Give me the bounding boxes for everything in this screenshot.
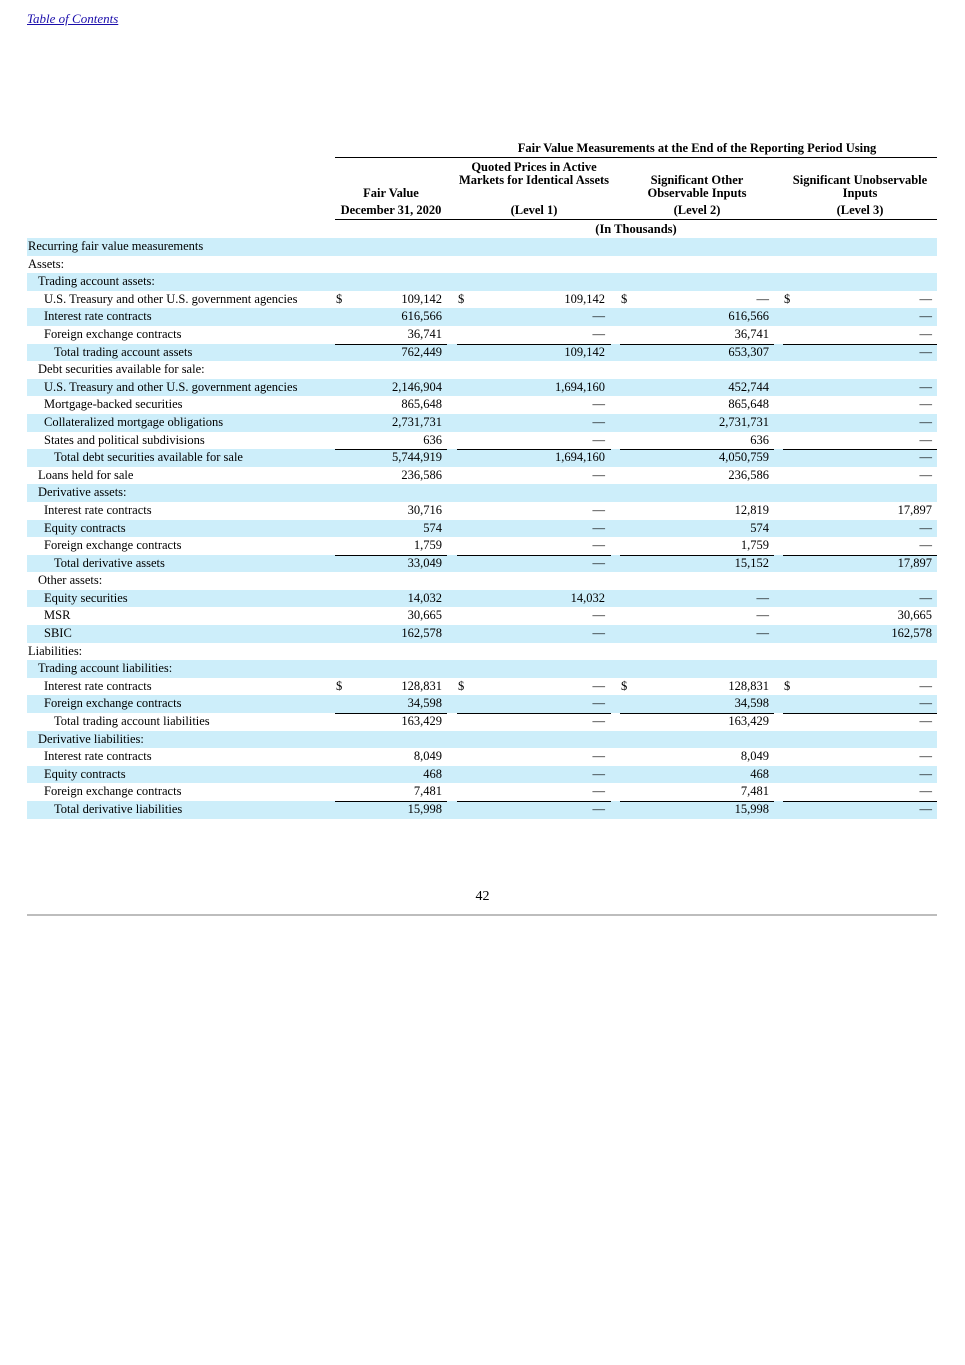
row-label: Interest rate contracts: [44, 749, 152, 764]
column-header-level-2: Significant Other Observable Inputs: [647, 173, 747, 200]
value-cell: —: [919, 538, 932, 553]
subtotal-rule: [620, 555, 774, 556]
value-cell: 109,142: [564, 291, 605, 306]
row-label: Interest rate contracts: [44, 502, 152, 517]
fair-value-table-body: [27, 238, 937, 819]
value-cell: 236,586: [728, 467, 769, 482]
value-cell: —: [756, 590, 769, 605]
value-cell: 109,142: [564, 344, 605, 359]
table-row: [27, 520, 937, 538]
table-row: [27, 660, 937, 678]
subtotal-rule: [783, 713, 937, 714]
table-row: [27, 449, 937, 467]
table-row: [27, 344, 937, 362]
value-cell: 17,897: [897, 555, 932, 570]
value-cell: 109,142: [401, 291, 442, 306]
value-cell: 36,741: [734, 326, 769, 341]
table-row: [27, 607, 937, 625]
currency-symbol: $: [621, 291, 628, 306]
value-cell: 616,566: [728, 309, 769, 324]
value-cell: 163,429: [728, 714, 769, 729]
row-label: Foreign exchange contracts: [44, 696, 182, 711]
value-cell: 36,741: [407, 326, 442, 341]
value-cell: 8,049: [740, 749, 769, 764]
value-cell: 2,731,731: [392, 414, 442, 429]
row-label: Trading account liabilities:: [38, 661, 173, 676]
value-cell: —: [592, 608, 605, 623]
value-cell: —: [756, 626, 769, 641]
row-label: Foreign exchange contracts: [44, 538, 182, 553]
subtotal-rule: [783, 555, 937, 556]
table-row: [27, 502, 937, 520]
table-row: [27, 432, 937, 450]
value-cell: —: [919, 326, 932, 341]
value-cell: —: [592, 520, 605, 535]
value-cell: —: [592, 502, 605, 517]
row-label: U.S. Treasury and other U.S. government agencies: [44, 379, 298, 394]
subtotal-rule: [620, 713, 774, 714]
units-label: (In Thousands): [595, 222, 677, 236]
value-cell: —: [756, 291, 769, 306]
table-row: [27, 643, 937, 661]
value-cell: —: [756, 608, 769, 623]
row-label: Debt securities available for sale:: [38, 362, 205, 377]
table-row: [27, 273, 937, 291]
table-row: [27, 379, 937, 397]
value-cell: 452,744: [728, 379, 769, 394]
value-cell: 14,032: [570, 590, 605, 605]
column-subheader-fair-value: December 31, 2020: [340, 203, 442, 217]
page-number: 42: [475, 889, 490, 904]
row-label: Total derivative assets: [54, 555, 165, 570]
value-cell: —: [592, 326, 605, 341]
row-label: Total derivative liabilities: [54, 802, 183, 816]
row-label: Mortgage-backed securities: [44, 397, 183, 412]
value-cell: —: [592, 678, 605, 693]
subtotal-rule: [620, 449, 774, 450]
value-cell: —: [919, 291, 932, 306]
table-row: [27, 467, 937, 485]
value-cell: 574: [423, 520, 442, 535]
subtotal-rule: [457, 344, 611, 345]
value-cell: —: [592, 802, 605, 816]
value-cell: —: [919, 766, 932, 781]
subtotal-rule: [335, 449, 447, 450]
subtotal-rule: [457, 555, 611, 556]
table-row: [27, 801, 937, 819]
subtotal-rule: [335, 555, 447, 556]
row-label: Total debt securities available for sale: [54, 450, 243, 465]
table-row: [27, 484, 937, 502]
row-label: Interest rate contracts: [44, 678, 152, 693]
subtotal-rule: [457, 713, 611, 714]
table-row: [27, 625, 937, 643]
value-cell: —: [592, 696, 605, 711]
currency-symbol: $: [458, 678, 465, 693]
row-label: Equity contracts: [44, 520, 126, 535]
table-row: [27, 326, 937, 344]
value-cell: 17,897: [897, 502, 932, 517]
value-cell: —: [919, 344, 932, 359]
value-cell: 128,831: [728, 678, 769, 693]
table-row: [27, 731, 937, 749]
value-cell: 5,744,919: [392, 450, 442, 465]
currency-symbol: $: [336, 291, 343, 306]
row-label: Derivative assets:: [38, 485, 127, 500]
value-cell: 865,648: [728, 397, 769, 412]
value-cell: 15,998: [407, 802, 442, 816]
value-cell: 2,146,904: [392, 379, 442, 394]
value-cell: 12,819: [734, 502, 769, 517]
value-cell: —: [592, 714, 605, 729]
value-cell: —: [592, 626, 605, 641]
value-cell: —: [919, 432, 932, 447]
value-cell: —: [592, 538, 605, 553]
value-cell: 7,481: [413, 784, 442, 799]
value-cell: —: [919, 802, 932, 816]
value-cell: —: [919, 450, 932, 465]
currency-symbol: $: [458, 291, 465, 306]
table-row: [27, 590, 937, 608]
table-row: [27, 678, 937, 696]
subtotal-rule: [783, 801, 937, 802]
value-cell: —: [592, 766, 605, 781]
value-cell: 468: [750, 766, 769, 781]
value-cell: 162,578: [891, 626, 932, 641]
subtotal-rule: [335, 344, 447, 345]
page-footer-rule: [27, 914, 937, 916]
row-label: Liabilities:: [28, 643, 83, 658]
value-cell: 30,665: [407, 608, 442, 623]
table-row: [27, 414, 937, 432]
subtotal-rule: [620, 344, 774, 345]
value-cell: 15,152: [734, 555, 769, 570]
row-label: Derivative liabilities:: [38, 731, 144, 746]
value-cell: 1,759: [413, 538, 442, 553]
table-row: [27, 396, 937, 414]
value-cell: —: [919, 678, 932, 693]
value-cell: —: [919, 397, 932, 412]
value-cell: 468: [423, 766, 442, 781]
row-label: SBIC: [44, 626, 72, 641]
currency-symbol: $: [784, 291, 791, 306]
column-subheader-level-1: (Level 1): [510, 203, 558, 217]
table-row: [27, 695, 937, 713]
table-row: [27, 572, 937, 590]
value-cell: 30,665: [897, 608, 932, 623]
table-row: [27, 308, 937, 326]
value-cell: 865,648: [401, 397, 442, 412]
value-cell: 636: [423, 432, 442, 447]
table-of-contents-link[interactable]: Table of Contents: [27, 11, 119, 26]
subtotal-rule: [335, 801, 447, 802]
value-cell: 653,307: [728, 344, 769, 359]
row-label: Other assets:: [38, 573, 103, 588]
column-subheader-level-3: (Level 3): [836, 203, 884, 217]
subtotal-rule: [457, 449, 611, 450]
table-group-title: Fair Value Measurements at the End of the Reporting Period Using: [517, 141, 877, 155]
value-cell: —: [919, 309, 932, 324]
value-cell: 34,598: [407, 696, 442, 711]
value-cell: —: [592, 414, 605, 429]
column-header-level-1: Quoted Prices in Active Markets for Identical Assets: [458, 160, 610, 187]
column-header-fair-value: Fair Value: [363, 186, 419, 200]
group-title-rule: [335, 157, 937, 158]
row-label: Recurring fair value measurements: [28, 239, 204, 253]
table-row: [27, 291, 937, 309]
table-row: [27, 256, 937, 274]
row-label: Equity securities: [44, 590, 128, 605]
subtotal-rule: [620, 801, 774, 802]
value-cell: 128,831: [401, 678, 442, 693]
table-row: [27, 766, 937, 784]
value-cell: 33,049: [407, 555, 442, 570]
value-cell: 1,759: [740, 538, 769, 553]
subtotal-rule: [783, 449, 937, 450]
subtotal-rule: [335, 713, 447, 714]
row-label: Trading account assets:: [38, 274, 155, 289]
currency-symbol: $: [336, 678, 343, 693]
value-cell: —: [919, 696, 932, 711]
row-label: Total trading account assets: [54, 344, 193, 359]
value-cell: 762,449: [401, 344, 442, 359]
value-cell: 162,578: [401, 626, 442, 641]
table-row: [27, 713, 937, 731]
value-cell: —: [919, 714, 932, 729]
value-cell: 1,694,160: [555, 450, 605, 465]
value-cell: 1,694,160: [555, 379, 605, 394]
value-cell: 15,998: [734, 802, 769, 816]
row-label: Total trading account liabilities: [54, 714, 210, 729]
table-row: [27, 783, 937, 801]
value-cell: —: [592, 555, 605, 570]
table-row: [27, 748, 937, 766]
column-subheader-level-2: (Level 2): [673, 203, 721, 217]
table-row: [27, 238, 937, 256]
value-cell: 236,586: [401, 467, 442, 482]
value-cell: —: [592, 397, 605, 412]
value-cell: —: [592, 309, 605, 324]
subtotal-rule: [457, 801, 611, 802]
currency-symbol: $: [784, 678, 791, 693]
value-cell: —: [919, 379, 932, 394]
value-cell: 636: [750, 432, 769, 447]
value-cell: 616,566: [401, 309, 442, 324]
row-label: Equity contracts: [44, 766, 126, 781]
value-cell: 7,481: [740, 784, 769, 799]
value-cell: —: [592, 749, 605, 764]
row-label: MSR: [44, 608, 71, 623]
row-label: Assets:: [28, 256, 65, 271]
row-label: Collateralized mortgage obligations: [44, 414, 224, 429]
value-cell: 4,050,759: [719, 450, 769, 465]
value-cell: —: [919, 749, 932, 764]
value-cell: 163,429: [401, 714, 442, 729]
value-cell: —: [919, 590, 932, 605]
row-label: States and political subdivisions: [44, 432, 205, 447]
row-label: Foreign exchange contracts: [44, 326, 182, 341]
value-cell: —: [919, 784, 932, 799]
value-cell: 30,716: [407, 502, 442, 517]
value-cell: 8,049: [413, 749, 442, 764]
value-cell: —: [919, 414, 932, 429]
table-row: [27, 537, 937, 555]
table-row: [27, 555, 937, 573]
value-cell: 34,598: [734, 696, 769, 711]
value-cell: —: [919, 467, 932, 482]
currency-symbol: $: [621, 678, 628, 693]
value-cell: —: [592, 432, 605, 447]
column-header-level-3: Significant Unobservable Inputs: [792, 173, 928, 200]
subtotal-rule: [783, 344, 937, 345]
header-rule: [335, 219, 937, 220]
row-label: Interest rate contracts: [44, 309, 152, 324]
value-cell: 2,731,731: [719, 414, 769, 429]
value-cell: —: [592, 784, 605, 799]
value-cell: —: [592, 467, 605, 482]
row-label: U.S. Treasury and other U.S. government agencies: [44, 291, 298, 306]
value-cell: 574: [750, 520, 769, 535]
value-cell: —: [919, 520, 932, 535]
table-row: [27, 361, 937, 379]
row-label: Foreign exchange contracts: [44, 784, 182, 799]
value-cell: 14,032: [407, 590, 442, 605]
row-label: Loans held for sale: [38, 467, 134, 482]
